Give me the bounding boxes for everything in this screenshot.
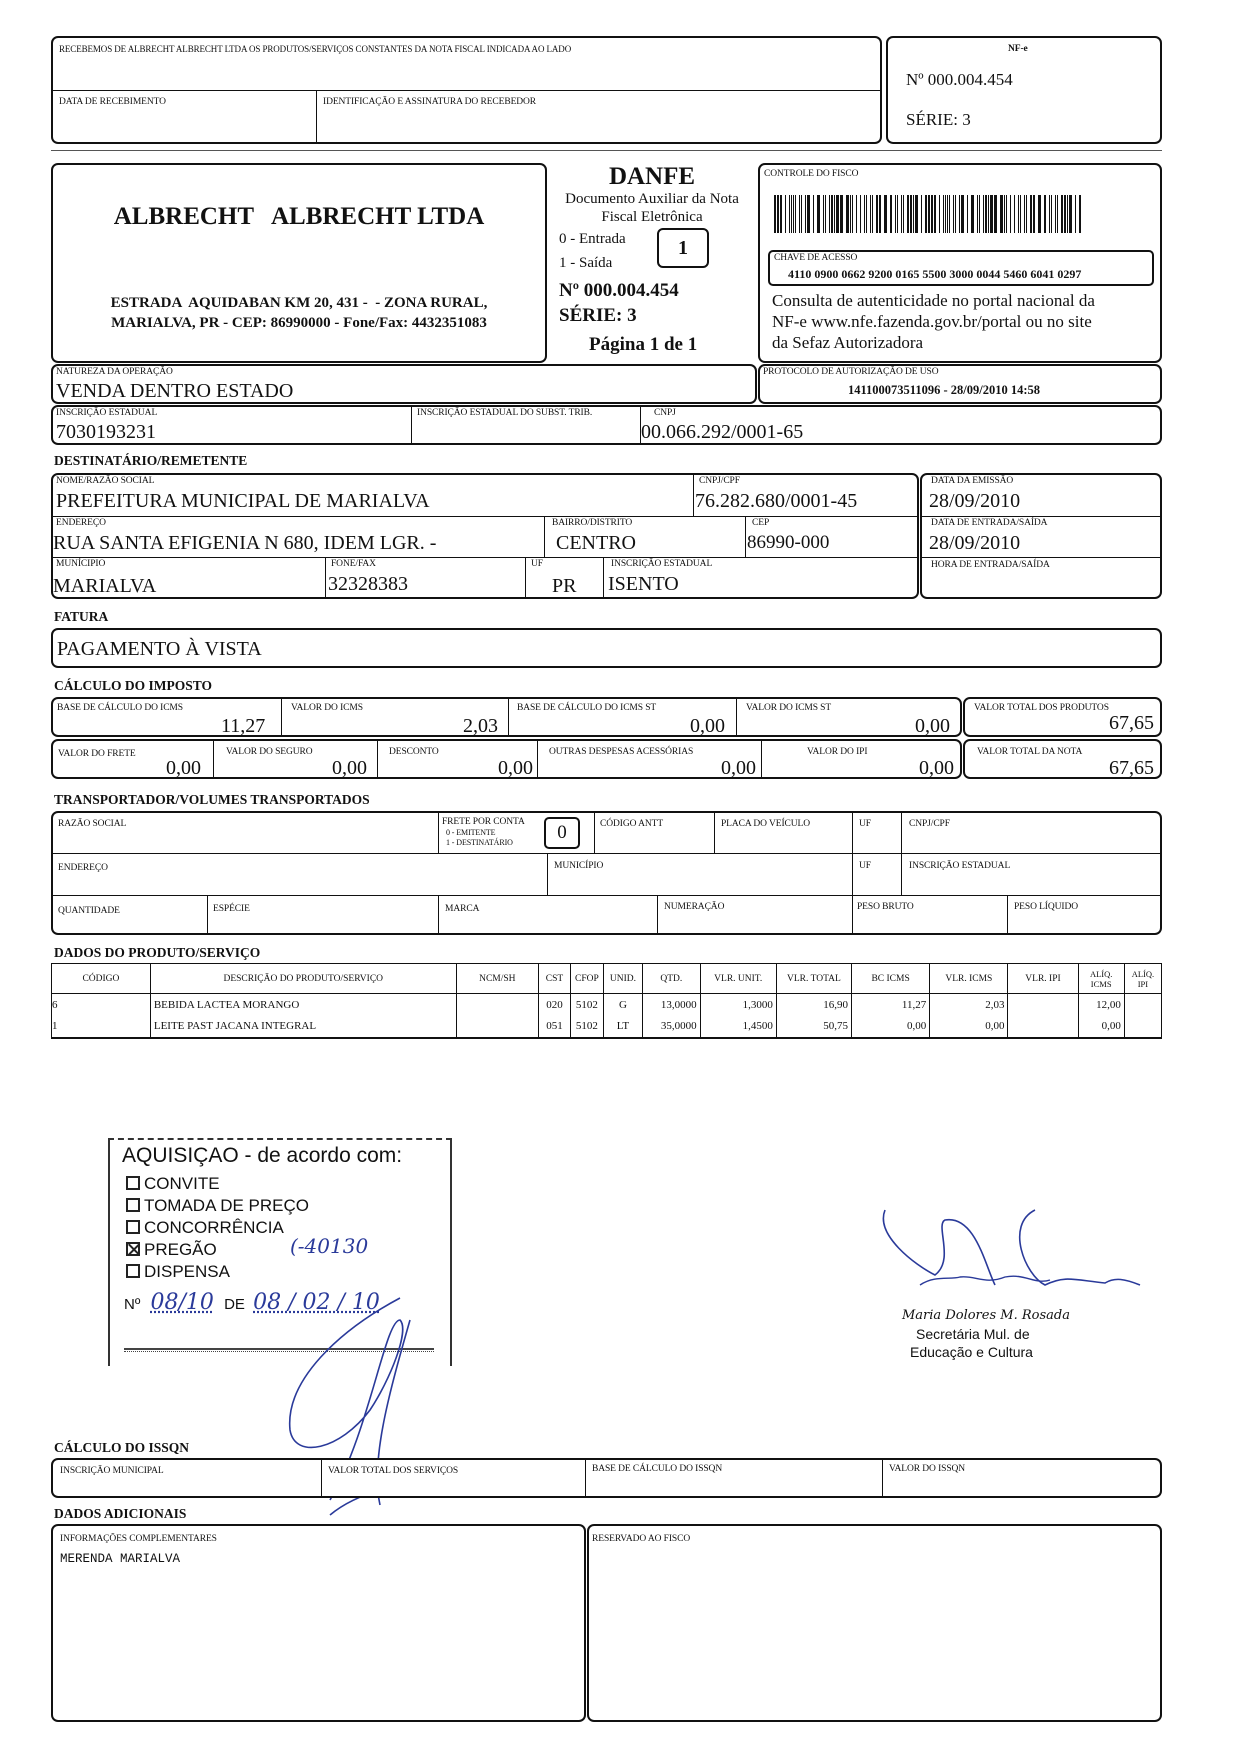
barcode-bar [1069, 195, 1072, 233]
cell-cst: 051 [539, 1016, 571, 1038]
total-invoice-label: VALOR TOTAL DA NOTA [977, 747, 1083, 757]
total-products-box [963, 697, 1162, 737]
barcode-bar [791, 195, 792, 233]
substitute-registration-label: INSCRIÇÃO ESTADUAL DO SUBST. TRIB. [417, 408, 593, 418]
products-section-title: DADOS DO PRODUTO/SERVIÇO [54, 945, 261, 960]
secretary-name: Maria Dolores M. Rosada [902, 1308, 1070, 1323]
state-registration: 7030193231 [56, 421, 156, 443]
freight-label: VALOR DO FRETE [58, 749, 136, 759]
zip-label: CEP [752, 518, 770, 528]
access-key-barcode [774, 195, 1150, 233]
barcode-bar [1044, 195, 1046, 233]
additional-info: MERENDA MARIALVA [60, 1552, 181, 1566]
issqn-value-label: VALOR DO ISSQN [889, 1464, 966, 1474]
barcode-bar [921, 195, 922, 233]
carrier-ie-label: INSCRIÇÃO ESTADUAL [909, 861, 1011, 871]
freight-by-option-0: 0 - EMITENTE [446, 828, 496, 837]
issqn-base-label: BASE DE CÁLCULO DO ISSQN [592, 1464, 723, 1474]
additional-info-label: INFORMAÇÕES COMPLEMENTARES [60, 1534, 217, 1544]
barcode-bar [895, 195, 896, 233]
other-expenses: 0,00 [721, 757, 756, 779]
barcode-bar [1051, 195, 1052, 233]
stub-invoice-number: Nº 000.004.454 [906, 70, 1013, 89]
barcode-bar [795, 195, 796, 233]
entry-exit-date-label: DATA DE ENTRADA/SAÍDA [931, 518, 1048, 528]
receipt-stub [51, 36, 882, 144]
barcode-bar [977, 195, 978, 233]
total-products-label: VALOR TOTAL DOS PRODUTOS [974, 703, 1109, 713]
tax-box-row2 [51, 739, 962, 779]
recipient-address-label: ENDEREÇO [56, 518, 106, 528]
icms-base: 11,27 [221, 715, 266, 737]
cell-ipi-value [1008, 1016, 1078, 1038]
freight: 0,00 [166, 757, 201, 779]
cell-bc-icms: 0,00 [851, 1016, 929, 1038]
barcode-bar [884, 195, 887, 233]
barcode-bar [990, 195, 993, 233]
cell-cst: 020 [539, 994, 571, 1016]
barcode-bar [825, 195, 826, 233]
operation-nature-label: NATUREZA DA OPERAÇÃO [56, 367, 173, 377]
barcode-bar [836, 195, 839, 233]
receipt-text: RECEBEMOS DE ALBRECHT ALBRECHT LTDA OS PRODUTOS/SERVIÇOS CONSTANTES DA NOTA FISCAL INDICADA AO LADO [59, 44, 572, 54]
access-key-box [768, 250, 1154, 286]
icms-st-base-label: BASE DE CÁLCULO DO ICMS ST [517, 703, 657, 713]
col-icms-value-header: VLR. ICMS [930, 964, 1008, 994]
services-total-label: VALOR TOTAL DOS SERVIÇOS [328, 1466, 459, 1476]
barcode-bar [774, 195, 776, 233]
icms-value-label: VALOR DO ICMS [291, 703, 363, 713]
ipi-value: 0,00 [919, 757, 954, 779]
issqn-section-title: CÁLCULO DO ISSQN [54, 1440, 190, 1455]
barcode-bar [834, 195, 835, 233]
stamp-option-convite [126, 1174, 220, 1194]
barcode-bar [1026, 195, 1027, 233]
barcode-bar [1018, 195, 1019, 233]
barcode-bar [1024, 195, 1025, 233]
col-cfop-header: CFOP [570, 964, 603, 994]
barcode-bar [856, 195, 857, 233]
barcode-bar [829, 195, 830, 233]
municipal-registration-label: INSCRIÇÃO MUNICIPAL [60, 1466, 164, 1476]
access-key: 4110 0900 0662 9200 0165 5500 3000 0044 5460 6041 0297 [788, 267, 1082, 281]
col-unit-header: UNID. [603, 964, 642, 994]
icms-base-label: BASE DE CÁLCULO DO ICMS [57, 703, 183, 713]
barcode-bar [953, 195, 954, 233]
danfe-series: SÉRIE: 3 [559, 305, 637, 326]
barcode-bar [793, 195, 794, 233]
danfe-subtitle-1: Documento Auxiliar da Nota [565, 191, 739, 207]
carrier-city-label: MUNICÍPIO [554, 861, 604, 871]
city: MARIALVA [53, 575, 157, 597]
checkbox-icon [126, 1220, 140, 1234]
stamp-title: AQUISIÇAO - de acordo com: [122, 1144, 403, 1167]
numbering-label: NUMERAÇÃO [664, 902, 725, 912]
cell-icms-rate: 12,00 [1078, 994, 1124, 1016]
carrier-state-label: UF [859, 819, 871, 829]
barcode-bar [1033, 195, 1035, 233]
secretary-title-1: Secretária Mul. de [916, 1326, 1030, 1342]
barcode-bar [1057, 195, 1058, 233]
phone: 32328383 [328, 573, 408, 595]
species-label: ESPÉCIE [213, 904, 250, 914]
barcode-bar [967, 195, 968, 233]
barcode-bar [903, 195, 904, 233]
issue-date-label: DATA DA EMISSÃO [931, 476, 1014, 486]
barcode-bar [813, 195, 814, 233]
barcode-bar [846, 195, 849, 233]
carrier-state2-label: UF [859, 861, 871, 871]
col-code-header: CÓDIGO [52, 964, 151, 994]
recipient-section-title: DESTINATÁRIO/REMETENTE [54, 453, 248, 468]
cell-ncm [456, 1016, 538, 1038]
consult-text-2: NF-e www.nfe.fazenda.gov.br/portal ou no site [772, 312, 1092, 331]
danfe-box [549, 163, 755, 363]
cell-icms-value: 0,00 [930, 1016, 1008, 1038]
entry-exit-time-label: HORA DE ENTRADA/SAÍDA [931, 560, 1050, 570]
state-label: UF [531, 559, 543, 569]
district: CENTRO [556, 532, 636, 554]
additional-info-box [51, 1524, 586, 1722]
state-registration-box [51, 405, 1162, 445]
barcode-bar [1030, 195, 1032, 233]
cell-total: 50,75 [776, 1016, 851, 1038]
recipient-ie: ISENTO [608, 573, 679, 595]
stamp-date-prefix: DE [224, 1296, 245, 1313]
pregao-handwritten: (-40130 [290, 1234, 369, 1258]
barcode-bar [994, 195, 997, 233]
danfe-entrada: 0 - Entrada [559, 231, 626, 247]
protocol-box [758, 364, 1162, 404]
col-ipi-rate-header: ALÍQ. IPI [1124, 964, 1161, 994]
cell-unit-price: 1,3000 [700, 994, 776, 1016]
reserved-fisco-label: RESERVADO AO FISCO [592, 1534, 691, 1544]
dates-box [920, 473, 1162, 599]
recipient-name-label: NOME/RAZÃO SOCIAL [56, 476, 155, 486]
ipi-value-label: VALOR DO IPI [807, 747, 868, 757]
col-ncm-header: NCM/SH [456, 964, 538, 994]
barcode-bar [785, 195, 786, 233]
cell-code: 1 [52, 1016, 151, 1038]
phone-label: FONE/FAX [331, 559, 376, 569]
cell-total: 16,90 [776, 994, 851, 1016]
issuer-address-2: MARIALVA, PR - CEP: 86990000 - Fone/Fax: 4432351083 [111, 315, 487, 331]
barcode-bar [928, 195, 930, 233]
vehicle-plate-label: PLACA DO VEÍCULO [721, 819, 811, 829]
col-cst-header: CST [539, 964, 571, 994]
recipient-name: PREFEITURA MUNICIPAL DE MARIALVA [56, 490, 430, 512]
stamp-number-prefix: Nº [124, 1296, 141, 1313]
protocol: 141100073511096 - 28/09/2010 14:58 [848, 383, 1041, 397]
tax-section-title: CÁLCULO DO IMPOSTO [54, 678, 213, 693]
table-row [52, 1016, 1162, 1038]
danfe-title: DANFE [608, 163, 696, 190]
col-total-header: VLR. TOTAL [776, 964, 851, 994]
cell-bc-icms: 11,27 [851, 994, 929, 1016]
state: PR [552, 575, 577, 597]
cell-cfop: 5102 [570, 1016, 603, 1038]
barcode-bar [890, 195, 892, 233]
barcode-bar [1038, 195, 1041, 233]
barcode-bar [961, 195, 964, 233]
recipient-cnpj: 76.282.680/0001-45 [695, 490, 858, 512]
barcode-bar [1010, 195, 1011, 233]
barcode-bar [1000, 195, 1003, 233]
barcode-bar [805, 195, 806, 233]
barcode-bar [823, 195, 824, 233]
cell-icms-rate: 0,00 [1078, 1016, 1124, 1038]
cell-ipi-rate [1124, 994, 1161, 1016]
stamp-option-dispensa [126, 1262, 230, 1282]
barcode-bar [777, 195, 779, 233]
barcode-bar [1020, 195, 1021, 233]
stub-series: SÉRIE: 3 [906, 110, 971, 129]
barcode-bar [879, 195, 881, 233]
recipient-address: RUA SANTA EFIGENIA N 680, IDEM LGR. - [53, 532, 437, 554]
stamp-option-label: DISPENSA [144, 1262, 230, 1281]
barcode-bar [799, 195, 800, 233]
antt-code-label: CÓDIGO ANTT [600, 819, 664, 829]
stamp-option-label: TOMADA DE PREÇO [144, 1196, 309, 1215]
col-icms-rate-header: ALÍQ. ICMS [1078, 964, 1124, 994]
barcode-bar [907, 195, 909, 233]
issuer-cnpj: 00.066.292/0001-65 [641, 421, 804, 443]
issuer-name: ALBRECHT ALBRECHT LTDA [113, 203, 485, 230]
issqn-box [51, 1458, 1162, 1498]
carrier-box [51, 811, 1162, 935]
danfe-subtitle-2: Fiscal Eletrônica [601, 209, 703, 225]
zip: 86990-000 [747, 532, 830, 553]
checkbox-icon [126, 1198, 140, 1212]
products-table [51, 963, 1162, 1039]
cell-ipi-value [1008, 994, 1078, 1016]
barcode-bar [864, 195, 865, 233]
checkbox-icon [126, 1264, 140, 1278]
col-ipi-value-header: VLR. IPI [1008, 964, 1078, 994]
barcode-bar [831, 195, 833, 233]
city-label: MUNÍCIPIO [56, 559, 106, 569]
tax-box-row1 [51, 697, 962, 737]
barcode-bar [1064, 195, 1066, 233]
other-expenses-label: OUTRAS DESPESAS ACESSÓRIAS [549, 747, 694, 757]
cell-unit-price: 1,4500 [700, 1016, 776, 1038]
cell-qty: 35,0000 [642, 1016, 700, 1038]
receipt-date-label: DATA DE RECEBIMENTO [59, 97, 166, 107]
products-header-row [52, 964, 1162, 994]
danfe-saida: 1 - Saída [559, 255, 613, 271]
total-invoice-box [963, 739, 1162, 779]
barcode-bar [955, 195, 956, 233]
stamp-option-label: CONCORRÊNCIA [144, 1218, 284, 1237]
secretary-signature [875, 1205, 1145, 1315]
brand-label: MARCA [445, 904, 480, 914]
barcode-bar [1061, 195, 1063, 233]
barcode-bar [959, 195, 960, 233]
consult-text-1: Consulta de autenticidade no portal nacional da [772, 291, 1095, 310]
icms-st-value-label: VALOR DO ICMS ST [746, 703, 832, 713]
stamp-option-label: CONVITE [144, 1174, 220, 1193]
barcode-bar [860, 195, 861, 233]
barcode-bar [1075, 195, 1076, 233]
additional-section-title: DADOS ADICIONAIS [54, 1506, 187, 1521]
icms-value: 2,03 [463, 715, 498, 737]
barcode-bar [850, 195, 851, 233]
barcode-bar [947, 195, 948, 233]
barcode-bar [949, 195, 950, 233]
access-key-label: CHAVE DE ACESSO [774, 253, 858, 263]
danfe-type-box: 1 [657, 228, 709, 268]
issuer-address-1: ESTRADA AQUIDABAN KM 20, 431 - - ZONA RURAL, [110, 295, 488, 311]
barcode-bar [840, 195, 843, 233]
icms-st-base: 0,00 [690, 715, 725, 737]
barcode-bar [945, 195, 946, 233]
operation-nature: VENDA DENTRO ESTADO [56, 380, 294, 402]
checked-checkbox-icon [126, 1242, 140, 1256]
barcode-bar [866, 195, 867, 233]
barcode-bar [780, 195, 782, 233]
consult-text-3: da Sefaz Autorizadora [772, 333, 924, 352]
net-weight-label: PESO LÍQUIDO [1014, 902, 1078, 912]
icms-st-value: 0,00 [915, 715, 950, 737]
total-invoice: 67,65 [1109, 757, 1154, 779]
fiscal-control-label: CONTROLE DO FISCO [764, 169, 859, 179]
col-qty-header: QTD. [642, 964, 700, 994]
barcode-bar [901, 195, 902, 233]
cell-description: LEITE PAST JACANA INTEGRAL [150, 1016, 456, 1038]
col-unit-price-header: VLR. UNIT. [700, 964, 776, 994]
barcode-bar [913, 195, 914, 233]
freight-by-option-1: 1 - DESTINATÁRIO [446, 838, 513, 847]
gross-weight-label: PESO BRUTO [857, 902, 914, 912]
barcode-bar [876, 195, 878, 233]
col-bc-icms-header: BC ICMS [851, 964, 929, 994]
barcode-bar [910, 195, 912, 233]
barcode-bar [915, 195, 918, 233]
danfe-page: Página 1 de 1 [589, 334, 698, 355]
barcode-bar [1049, 195, 1050, 233]
carrier-cnpj-label: CNPJ/CPF [909, 819, 950, 829]
barcode-bar [979, 195, 980, 233]
cell-unit: G [603, 994, 642, 1016]
recipient-box [51, 473, 919, 599]
barcode-bar [983, 195, 984, 233]
stamp-option-pregao [126, 1240, 217, 1260]
barcode-bar [1006, 195, 1007, 233]
stamp-number: 08/10 [150, 1290, 214, 1315]
freight-by-value: 0 [544, 817, 580, 849]
invoice-section-title: FATURA [54, 609, 109, 624]
barcode-bar [807, 195, 810, 233]
fiscal-control-box [758, 163, 1162, 363]
insurance-label: VALOR DO SEGURO [226, 747, 313, 757]
cell-cfop: 5102 [570, 994, 603, 1016]
barcode-bar [897, 195, 898, 233]
cell-description: BEBIDA LACTEA MORANGO [150, 994, 456, 1016]
entry-exit-date: 28/09/2010 [929, 532, 1021, 554]
secretary-title-2: Educação e Cultura [910, 1344, 1033, 1360]
operation-nature-box [51, 364, 757, 404]
danfe-number: Nº 000.004.454 [559, 280, 679, 301]
cell-unit: LT [603, 1016, 642, 1038]
protocol-label: PROTOCOLO DE AUTORIZAÇÃO DE USO [763, 367, 939, 377]
recipient-ie-label: INSCRIÇÃO ESTADUAL [611, 559, 713, 569]
barcode-bar [1014, 195, 1015, 233]
stub-cut-line [51, 150, 1162, 151]
stamp-option-concorrencia [126, 1218, 284, 1238]
barcode-bar [1004, 195, 1005, 233]
stub-nfe-box [886, 36, 1162, 144]
stub-nfe-label: NF-e [1008, 44, 1028, 54]
barcode-bar [1067, 195, 1068, 233]
barcode-bar [817, 195, 820, 233]
barcode-bar [939, 195, 940, 233]
stamp-option-label: PREGÃO [144, 1240, 217, 1259]
carrier-section-title: TRANSPORTADOR/VOLUMES TRANSPORTADOS [54, 792, 370, 807]
barcode-bar [934, 195, 936, 233]
barcode-bar [801, 195, 802, 233]
cell-icms-value: 2,03 [930, 994, 1008, 1016]
reserved-fisco-box [587, 1524, 1162, 1722]
cell-ncm [456, 994, 538, 1016]
barcode-bar [943, 195, 944, 233]
cell-code: 6 [52, 994, 151, 1016]
barcode-bar [870, 195, 871, 233]
barcode-bar [988, 195, 989, 233]
barcode-bar [789, 195, 790, 233]
cell-qty: 13,0000 [642, 994, 700, 1016]
issuer-cnpj-label: CNPJ [654, 408, 676, 418]
barcode-bar [971, 195, 974, 233]
state-registration-label: INSCRIÇÃO ESTADUAL [56, 408, 158, 418]
insurance: 0,00 [332, 757, 367, 779]
barcode-bar [872, 195, 873, 233]
carrier-name-label: RAZÃO SOCIAL [58, 819, 127, 829]
issuer-box [51, 163, 547, 363]
checkbox-icon [126, 1176, 140, 1190]
discount: 0,00 [498, 757, 533, 779]
barcode-bar [1079, 195, 1081, 233]
recipient-cnpj-label: CNPJ/CPF [699, 476, 740, 486]
total-products: 67,65 [1109, 712, 1154, 734]
col-description-header: DESCRIÇÃO DO PRODUTO/SERVIÇO [150, 964, 456, 994]
barcode-bar [1055, 195, 1056, 233]
invoice-box [51, 628, 1162, 668]
payment-terms: PAGAMENTO À VISTA [57, 638, 262, 660]
table-row [52, 994, 1162, 1016]
district-label: BAIRRO/DISTRITO [552, 518, 633, 528]
freight-by-label: FRETE POR CONTA [442, 817, 525, 827]
discount-label: DESCONTO [389, 747, 439, 757]
stamp-option-tomada [126, 1196, 309, 1216]
barcode-bar [985, 195, 987, 233]
barcode-bar [925, 195, 927, 233]
stamp-date: 08 / 02 / 10 [253, 1290, 380, 1315]
barcode-bar [931, 195, 933, 233]
carrier-address-label: ENDEREÇO [58, 863, 108, 873]
barcode-bar [852, 195, 853, 233]
quantity-label: QUANTIDADE [58, 906, 120, 916]
receiver-id-label: IDENTIFICAÇÃO E ASSINATURA DO RECEBEDOR [323, 97, 537, 107]
cell-ipi-rate [1124, 1016, 1161, 1038]
issue-date: 28/09/2010 [929, 490, 1021, 512]
